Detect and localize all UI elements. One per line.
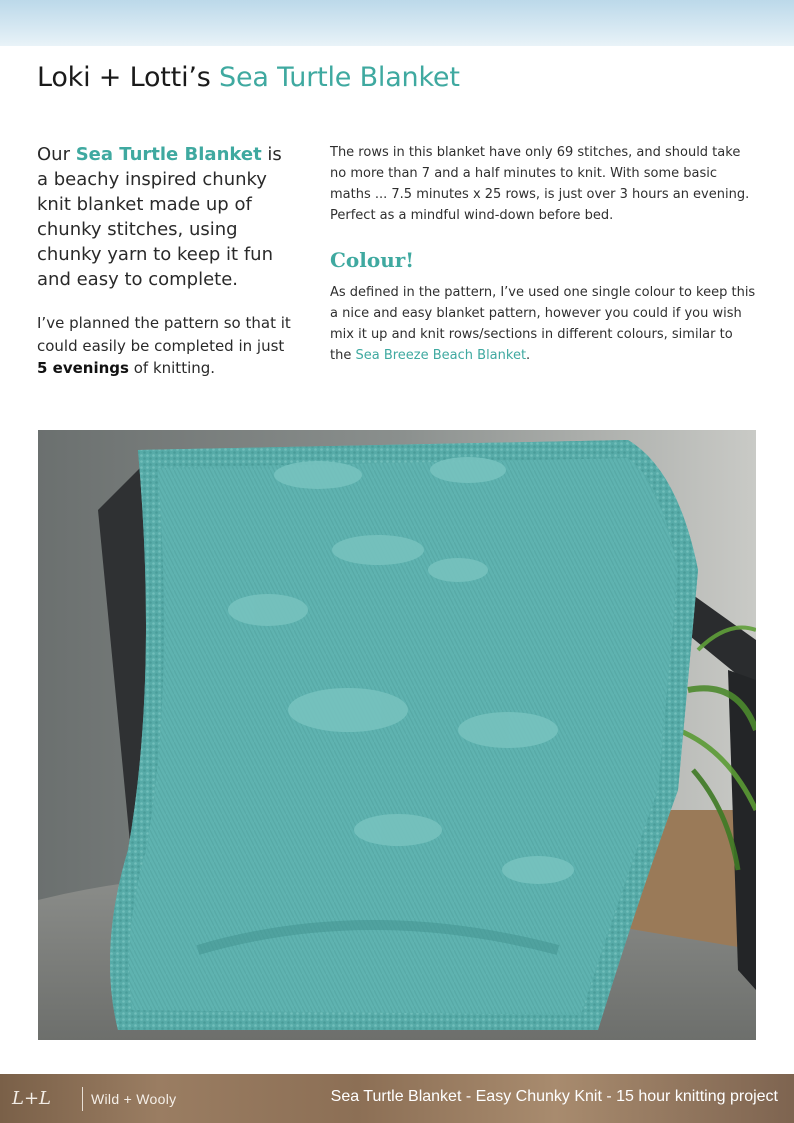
page-title: [37, 62, 757, 93]
blanket-illustration: [38, 430, 756, 1040]
colour-end: .: [526, 348, 531, 363]
plan-paragraph: [37, 312, 297, 380]
right-column: [330, 142, 758, 366]
rows-paragraph: The rows in this blanket have only 69 stitches, and should take no more than 7 and a half minutes to knit. With some basic maths ... 7.5 minutes x 25 rows, is just over 3 hours an evening. Perfect as a mindful wind-down before bed.: [330, 145, 750, 223]
top-sky-band: [0, 0, 794, 46]
title-prefix: Loki + Lotti’s: [37, 62, 220, 93]
sea-breeze-link[interactable]: Sea Breeze Beach Blanket: [355, 348, 527, 363]
knitted-blanket-photo: [38, 430, 756, 1040]
footer-divider: [82, 1087, 83, 1111]
intro-rest: is a beachy inspired chunky knit blanket made up of chunky stitches, using chunky yarn to keep it fun and easy to complete.: [37, 144, 282, 290]
colour-text: As defined in the pattern, I’ve used one single colour to keep this a nice and easy blanket pattern, however you could if you wish mix it up and knit rows/sections in different colours, similar to the: [330, 285, 756, 363]
intro-highlight: Sea Turtle Blanket: [75, 144, 262, 165]
footer-tagline: Sea Turtle Blanket - Easy Chunky Knit - 15 hour knitting project: [330, 1088, 778, 1105]
title-accent: Sea Turtle Blanket: [219, 62, 460, 93]
plan-bold: 5 evenings: [37, 359, 129, 377]
colour-heading: Colour!: [330, 248, 415, 272]
footer-brand: Wild + Wooly: [91, 1090, 177, 1107]
left-column: [37, 142, 297, 380]
plan-suffix: of knitting.: [128, 359, 216, 377]
intro-paragraph: [37, 142, 297, 292]
footer-bar: [0, 1074, 794, 1123]
intro-prefix: Our: [37, 144, 76, 165]
colour-paragraph: [330, 282, 758, 366]
lotti-logo-icon: L+L: [12, 1088, 51, 1109]
plan-prefix: I’ve planned the pattern so that it could easily be completed in just: [37, 314, 291, 355]
